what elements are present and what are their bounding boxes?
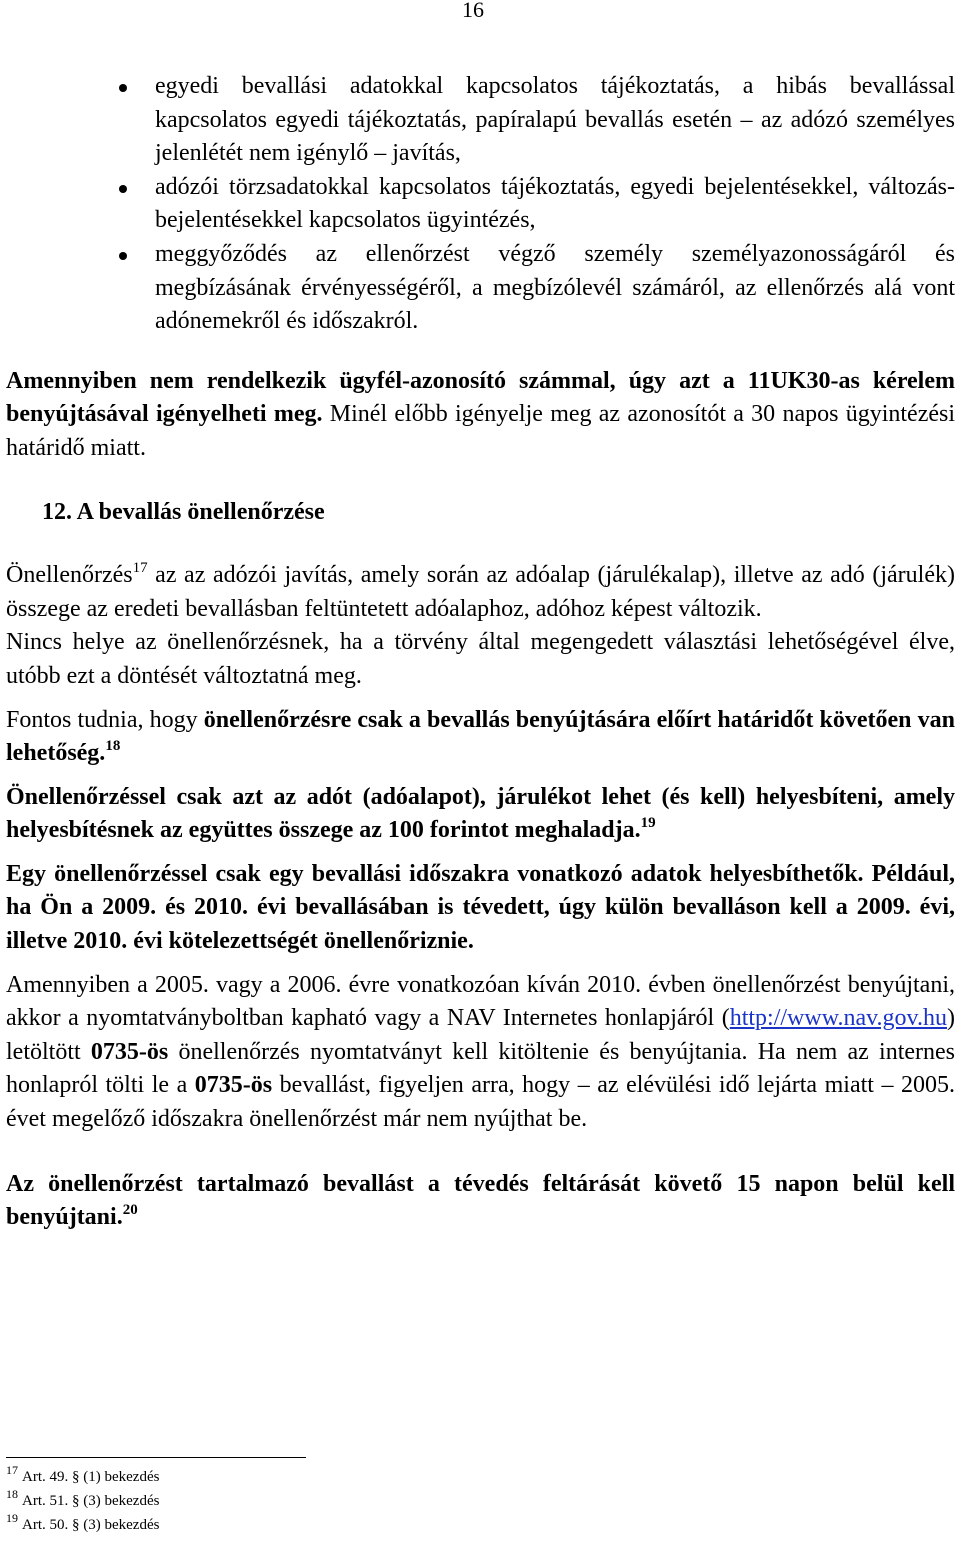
bullet-icon (119, 185, 127, 193)
footnote-ref: 19 (640, 815, 656, 832)
page-number: 16 (462, 0, 484, 22)
list-item: meggyőződés az ellenőrzést végző személy személyazonosságáról és megbízásának érvényességéről, a megbízólevél számáról, az ellenőrzés alá vont adónemekről és időszakról. (6, 238, 955, 339)
paragraph-important: Fontos tudnia, hogy önellenőrzésre csak a bevallás benyújtására előírt határidőt követően van lehetőség.$^{18}$ (6, 706, 955, 767)
paragraph-2005: Amennyiben a 2005. vagy a 2006. évre vonatkozóan kíván 2010. évben önellenőrzést benyújtani, akkor a nyomtatványboltban kapható vagy a NAV Internetes honlapjáról (http://www.nav.gov.hu) letöltött 0735-ös önellenőrzés nyomtatványt kell kitöltenie és benyújtania. Ha nem az internes honlapról tölti le a 0735-ös bevallást, figyeljen arra, hogy – az elévülési idő lejárta miatt – 2005. évet megelőző időszakra önellenőrzést már nem nyújthat be. (6, 971, 956, 1133)
page-content (6, 70, 955, 1235)
footnote-ref: 20 (122, 1202, 138, 1219)
footnote: $^{18}$ Art. 51. § (3) bekezdés (6, 1487, 160, 1509)
footnote-ref: 17 (132, 560, 148, 577)
footnote: $^{19}$ Art. 50. § (3) bekezdés (6, 1511, 160, 1533)
bullet-icon (119, 252, 127, 260)
nav-website-link[interactable]: http://www.nav.gov.hu (729, 1005, 947, 1032)
footnote: $^{17}$ Art. 49. § (1) bekezdés (6, 1463, 160, 1485)
footnote-ref: 18 (105, 738, 121, 755)
client-id-notice: Amennyiben nem rendelkezik ügyfél-azonosító számmal, úgy azt a 11UK30-as kérelem benyújtásával igényelheti meg. Minél előbb igényelje meg az azonosítót a 30 napos ügyintézési határidő miatt. (6, 367, 955, 461)
paragraph-correct-only: Önellenőrzéssel csak azt az adót (adóalapot), járulékot lehet (és kell) helyesbíteni, amely helyesbítésnek az együttes összege az 100 forintot meghaladja.$^{19}$ (6, 783, 955, 844)
footnote-divider (6, 1457, 306, 1458)
section-heading: 12. A bevallás önellenőrzése (42, 498, 325, 525)
paragraph-no-place: Nincs helye az önellenőrzésnek, ha a törvény által megengedett választási lehetőségével élve, utóbb ezt a döntését változtatná meg. (6, 629, 955, 689)
paragraph-deadline: Az önellenőrzést tartalmazó bevallást a tévedés feltárását követő 15 napon belül kell benyújtani.$^{20}$ (6, 1170, 955, 1231)
footnotes (6, 1465, 159, 1537)
paragraph-one-period: Egy önellenőrzéssel csak egy bevallási időszakra vonatkozó adatok helyesbíthetők. Például, ha Ön a 2009. és 2010. évi bevallásában is tévedett, úgy külön bevalláson kell a 2009. évi, illetve 2010. évi kötelezettségét önellenőriznie. (6, 860, 955, 955)
list-item: egyedi bevallási adatokkal kapcsolatos tájékoztatás, a hibás bevallással kapcsolatos egyedi tájékoztatás, papíralapú bevallás esetén – az adózó személyes jelenlétét nem igénylő – javítás, (6, 70, 955, 171)
bullet-icon (119, 84, 127, 92)
list-item: adózói törzsadatokkal kapcsolatos tájékoztatás, egyedi bejelentésekkel, változás-bejelentésekkel kapcsolatos ügyintézés, (6, 171, 955, 238)
paragraph-definition: Önellenőrzés$^{17}$ az az adózói javítás, amely során az adóalap (járulékalap), illetve az adó (járulék) összege az eredeti bevallásban feltüntetett adóalaphoz, adóhoz képest változik. (6, 560, 955, 622)
bullet-list (6, 70, 955, 339)
